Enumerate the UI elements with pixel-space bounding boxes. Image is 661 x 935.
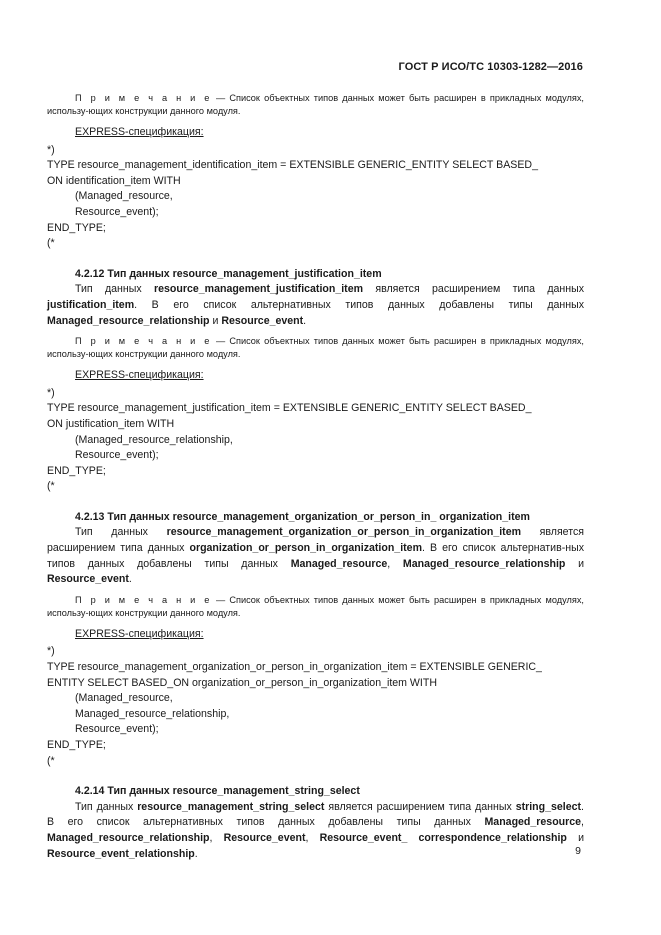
type-declaration-line: ON identification_item WITH (47, 174, 181, 187)
page-number: 9 (575, 845, 581, 857)
comment-open: *) (47, 645, 55, 658)
type-declaration-line: ON justification_item WITH (47, 417, 175, 430)
note-label: П р и м е ч а н и е (75, 93, 212, 103)
section-heading: 4.2.13 Тип данных resource_management_organization_or_person_in_ organization_item (75, 510, 530, 523)
express-label: EXPRESS-спецификация: (75, 126, 204, 138)
end-type: END_TYPE; (47, 221, 106, 234)
note (47, 335, 584, 361)
select-item: Managed_resource_relationship, (75, 707, 230, 720)
note (47, 594, 584, 620)
note-label: П р и м е ч а н и е (75, 336, 212, 347)
section-paragraph: Тип данных resource_management_string_select является расширением типа данных string_select. В его список альтернативных типов данных добавлены типы данных Managed_resource, Managed_resource_relationship, Resource_event, Resource_event_ correspondence_relationship и Resource_event_relationship. (47, 800, 584, 860)
type-declaration-line: TYPE resource_management_identification_item = EXTENSIBLE GENERIC_ENTITY SELECT BASED_ (47, 159, 538, 172)
document-header: ГОСТ Р ИСО/ТС 10303-1282—2016 (398, 61, 583, 73)
section-heading: 4.2.12 Тип данных resource_management_justification_item (75, 267, 382, 280)
type-declaration-line: ENTITY SELECT BASED_ON organization_or_person_in_organization_item WITH (47, 676, 437, 689)
comment-open: *) (47, 386, 55, 399)
select-item: Resource_event); (75, 449, 159, 462)
end-type: END_TYPE; (47, 739, 106, 751)
express-label: EXPRESS-спецификация: (75, 627, 204, 640)
comment-close: (* (47, 237, 55, 250)
section-paragraph: Тип данных resource_management_organization_or_person_in_organization_item является расширением типа данных organization_or_person_in_organization_item. В его список альтернатив-ных типов данных добавлены типы данных Managed_resource, Managed_resource_relationship и Resource_event. (47, 526, 584, 586)
section-heading: 4.2.14 Тип данных resource_management_string_select (75, 785, 360, 798)
note (47, 92, 584, 118)
express-label: EXPRESS-спецификация: (75, 369, 204, 382)
comment-close: (* (47, 480, 55, 493)
note-text: — Список объектных типов данных может быть расширен в прикладных модулях, использу-ющих конструкции данного модуля. (47, 594, 584, 618)
select-item: (Managed_resource, (75, 692, 173, 705)
page-content (47, 92, 584, 862)
type-declaration-line: TYPE resource_management_justification_item = EXTENSIBLE GENERIC_ENTITY SELECT BASED_ (47, 402, 532, 415)
type-declaration-line: TYPE resource_management_organization_or_person_in_organization_item = EXTENSIBLE GENERIC_ (47, 661, 542, 674)
end-type: END_TYPE; (47, 464, 106, 477)
note-text: — Список объектных типов данных может быть расширен в прикладных модулях, использу-ющих конструкции данного модуля. (47, 336, 584, 360)
section-paragraph: Тип данных resource_management_justification_item является расширением типа данных justification_item. В его список альтернативных типов данных добавлены типы данных Managed_resource_relationship и Resource_event. (47, 283, 584, 327)
comment-close: (* (47, 754, 55, 767)
select-item: Resource_event); (75, 723, 159, 736)
select-item: (Managed_resource, (75, 190, 173, 203)
note-text: — Список объектных типов данных может быть расширен в прикладных модулях, использу-ющих конструкции данного модуля. (47, 93, 584, 116)
note-label: П р и м е ч а н и е (75, 594, 212, 605)
select-item: Resource_event); (75, 205, 159, 218)
select-item: (Managed_resource_relationship, (75, 433, 233, 446)
comment-open: *) (47, 143, 55, 156)
